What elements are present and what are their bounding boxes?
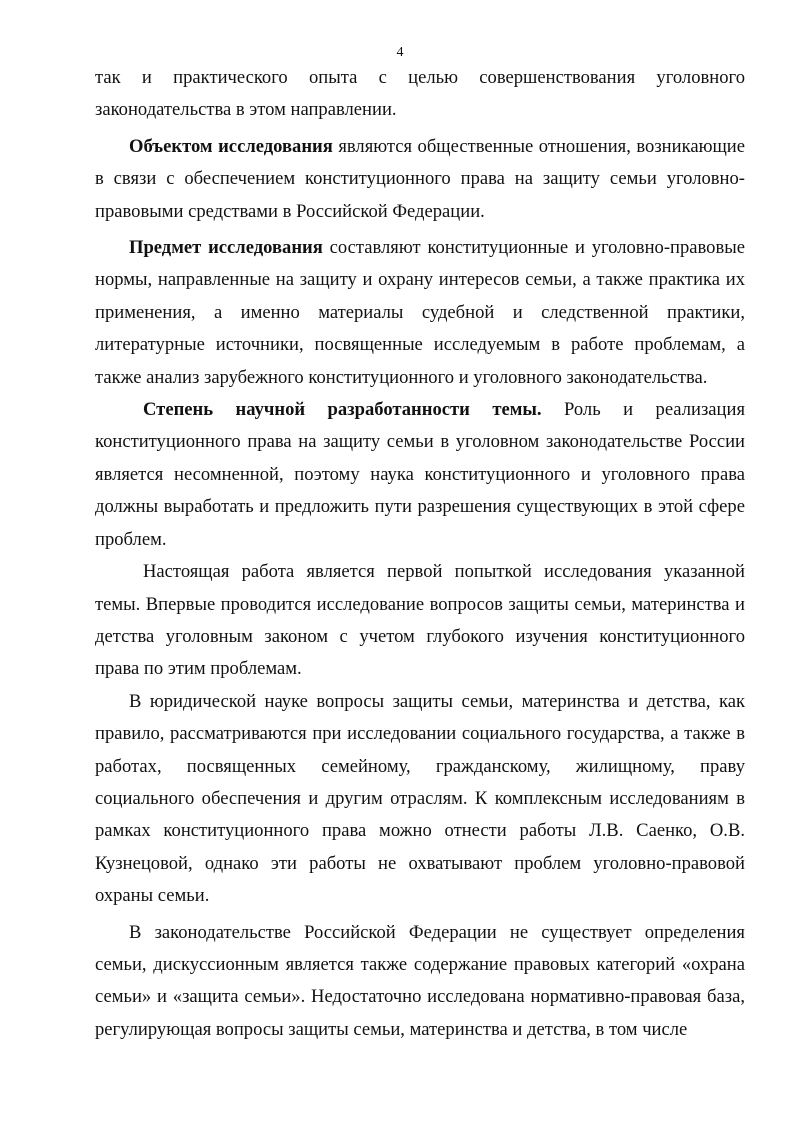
paragraph-object-of-research bbox=[95, 131, 745, 228]
paragraph-first-attempt bbox=[95, 556, 745, 686]
paragraph-legislation bbox=[95, 917, 745, 1047]
page-number: 4 bbox=[396, 45, 404, 60]
paragraph-text: Роль и реализация конституционного права на защиту семьи в уголовном законодательстве России является несомненной, поэтому наука конституционного и уголовного права должны выработать и предложить пути разрешения существующих в этой сфере проблем. bbox=[95, 399, 745, 550]
paragraph-text: В законодательстве Российской Федерации не существует определения семьи, дискуссионным является также содержание правовых категорий «охрана семьи» и «защита семьи». Недостаточно исследована нормативно-правовая база, регулирующая вопросы защиты семьи, материнства и детства, в том числе bbox=[95, 921, 745, 1040]
paragraph-lead-bold: Объектом исследования bbox=[129, 135, 333, 157]
text-body bbox=[95, 62, 745, 1046]
paragraph-lead-bold: Степень научной разработанности темы. bbox=[143, 399, 542, 421]
paragraph-legal-science bbox=[95, 686, 745, 913]
paragraph-lead-bold: Предмет исследования bbox=[129, 237, 323, 259]
paragraph-continuation bbox=[95, 62, 745, 127]
paragraph-text: являются общественные отношения, возникающие в связи с обеспечением конституционного права на защиту семьи уголовно-правовыми средствами в Российской Федерации. bbox=[95, 135, 745, 222]
paragraph-degree-of-development bbox=[95, 394, 745, 556]
paragraph-text: Настоящая работа является первой попыткой исследования указанной темы. Впервые проводится исследование вопросов защиты семьи, материнства и детства уголовным законом с учетом глубокого изучения конституционного права по этим проблемам. bbox=[95, 561, 745, 680]
paragraph-subject-of-research bbox=[95, 232, 745, 394]
paragraph-text: так и практического опыта с целью совершенствования уголовного законодательства в этом направлении. bbox=[95, 67, 745, 121]
paragraph-text: В юридической науке вопросы защиты семьи, материнства и детства, как правило, рассматриваются при исследовании социального государства, а также в работах, посвященных семейному, гражданскому, жилищному, праву социального обеспечения и другим отраслям. К комплексным исследованиям в рамках конституционного права можно отнести работы Л.В. Саенко, О.В. Кузнецовой, однако эти работы не охватывают проблем уголовно-правовой охраны семьи. bbox=[95, 690, 745, 907]
paragraph-text: составляют конституционные и уголовно-правовые нормы, направленные на защиту и охрану интересов семьи, а также практика их применения, а именно материалы судебной и следственной практики, литературные источники, посвященные исследуемым в работе проблемам, а также анализ зарубежного конституционного и уголовного законодательства. bbox=[95, 237, 745, 388]
